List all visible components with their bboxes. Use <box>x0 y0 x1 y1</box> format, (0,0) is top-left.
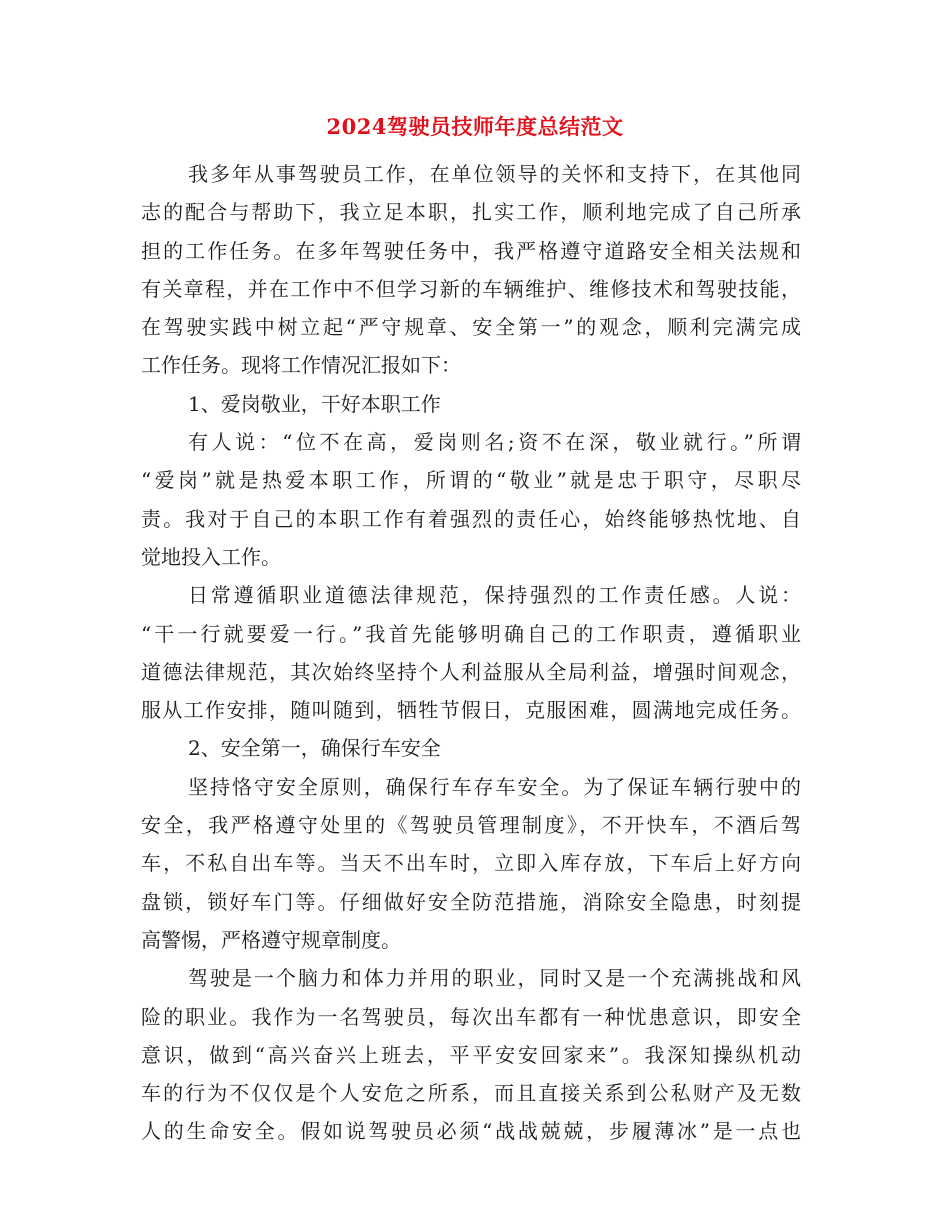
text-line: 坚持恪守安全原则，确保行车存车安全。为了保证车辆行驶中的 <box>188 774 801 799</box>
text-line: 担的工作任务。在多年驾驶任务中，我严格遵守道路安全相关法规和 <box>141 238 801 263</box>
document-title: 2024驾驶员技师年度总结范文 <box>326 114 624 139</box>
text-line: 志的配合与帮助下，我立足本职，扎实工作，顺利地完成了自己所承 <box>141 200 801 225</box>
text-line: 人的生命安全。假如说驾驶员必须“战战兢兢，步履薄冰”是一点也 <box>141 1119 801 1144</box>
text-line: 日常遵循职业道德法律规范，保持强烈的工作责任感。人说： <box>188 583 801 608</box>
text-line: 觉地投入工作。 <box>141 544 281 569</box>
text-line: 有关章程，并在工作中不但学习新的车辆维护、维修技术和驾驶技能， <box>141 276 801 301</box>
text-line: 责。我对于自己的本职工作有着强烈的责任心，始终能够热忱地、自 <box>141 506 801 531</box>
text-line: 险的职业。我作为一名驾驶员，每次出车都有一种忧患意识，即安全 <box>141 1004 801 1029</box>
text-line: 工作任务。现将工作情况汇报如下： <box>141 353 461 378</box>
text-line: 安全，我严格遵守处里的《驾驶员管理制度》，不开快车，不酒后驾 <box>141 813 801 838</box>
text-line: 车，不私自出车等。当天不出车时，立即入库存放，下车后上好方向 <box>141 851 801 876</box>
text-line: 2、安全第一，确保行车安全 <box>188 736 441 761</box>
text-line: 有人说：“位不在高，爱岗则名;资不在深，敬业就行。”所谓 <box>188 430 801 455</box>
text-line: “爱岗”就是热爱本职工作，所谓的“敬业”就是忠于职守，尽职尽 <box>141 468 801 493</box>
text-line: 高警惕，严格遵守规章制度。 <box>141 927 401 952</box>
text-line: “干一行就要爱一行。”我首先能够明确自己的工作职责，遵循职业 <box>141 621 801 646</box>
text-line: 1、爱岗敬业，干好本职工作 <box>188 391 441 416</box>
text-line: 服从工作安排，随叫随到，牺牲节假日，克服困难，圆满地完成任务。 <box>141 698 801 723</box>
text-line: 驾驶是一个脑力和体力并用的职业，同时又是一个充满挑战和风 <box>188 966 801 991</box>
text-line: 车的行为不仅仅是个人安危之所系，而且直接关系到公私财产及无数 <box>141 1081 801 1106</box>
text-line: 道德法律规范，其次始终坚持个人利益服从全局利益，增强时间观念， <box>141 659 801 684</box>
text-line: 盘锁，锁好车门等。仔细做好安全防范措施，消除安全隐患，时刻提 <box>141 889 801 914</box>
text-line: 在驾驶实践中树立起“严守规章、安全第一”的观念，顺利完满完成 <box>141 315 801 340</box>
text-line: 我多年从事驾驶员工作，在单位领导的关怀和支持下，在其他同 <box>188 162 801 186</box>
document-body <box>141 155 801 1151</box>
text-line: 意识，做到“高兴奋兴上班去，平平安安回家来”。我深知操纵机动 <box>141 1042 801 1067</box>
